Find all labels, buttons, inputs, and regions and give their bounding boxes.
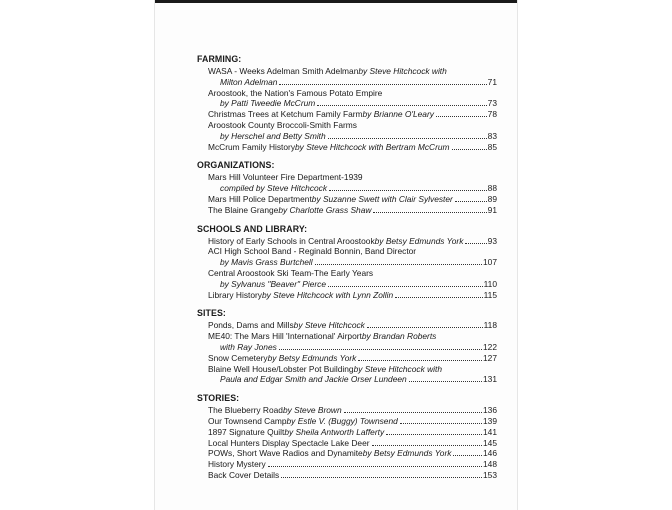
toc-entry bbox=[208, 120, 497, 142]
page-number: 145 bbox=[483, 437, 497, 448]
entry-author: by Steve Brown bbox=[282, 405, 342, 416]
toc-entry bbox=[208, 290, 497, 301]
section-title: SCHOOLS AND LIBRARY: bbox=[197, 223, 308, 234]
page-number: 118 bbox=[483, 320, 497, 331]
toc-entry bbox=[208, 88, 497, 110]
toc-line bbox=[220, 374, 497, 385]
page-number: 78 bbox=[487, 109, 497, 120]
entry-author: by Herschel and Betty Smith bbox=[220, 130, 326, 141]
entry-author: with Ray Jones bbox=[220, 341, 277, 352]
toc-entry bbox=[208, 142, 497, 153]
entry-author: by Betsy Edmunds York bbox=[362, 448, 452, 459]
toc-line bbox=[208, 142, 497, 153]
page-number: 110 bbox=[483, 278, 497, 289]
toc-entry bbox=[208, 268, 497, 290]
dot-leader bbox=[329, 190, 487, 191]
entry-title: Back Cover Details bbox=[208, 469, 280, 480]
dot-leader bbox=[344, 412, 482, 413]
entry-author: by Brianne O'Leary bbox=[362, 109, 434, 120]
entry-title: Local Hunters Display Spectacle Lake Deer bbox=[208, 437, 370, 448]
entry-title: ME40: The Mars Hill 'International' Airport bbox=[208, 331, 362, 342]
toc-entry bbox=[208, 236, 497, 247]
entry-title: Blaine Well House/Lobster Pot Building bbox=[208, 363, 354, 374]
entry-author: by Steve Hitchcock with bbox=[358, 66, 447, 76]
toc-entry bbox=[208, 405, 497, 416]
page-number: 88 bbox=[487, 183, 497, 194]
toc-line bbox=[208, 290, 497, 301]
page-number: 127 bbox=[483, 352, 497, 363]
entry-title: Mars Hill Volunteer Fire Department-1939 bbox=[208, 172, 363, 183]
entry-title: History Mystery bbox=[208, 459, 266, 470]
dot-leader bbox=[367, 327, 483, 328]
page-number: 107 bbox=[483, 257, 497, 268]
dot-leader bbox=[453, 455, 482, 456]
dot-leader bbox=[400, 423, 482, 424]
toc-line bbox=[220, 77, 497, 88]
toc-line bbox=[220, 98, 497, 109]
entry-title: The Blueberry Road bbox=[208, 405, 283, 416]
entry-author: Milton Adelman bbox=[220, 76, 278, 87]
entry-title: Snow Cemetery bbox=[208, 352, 268, 363]
entry-author: by Estle V. (Buggy) Townsend bbox=[286, 415, 398, 426]
entry-author: by Betsy Edmunds York bbox=[267, 352, 357, 363]
toc-entry bbox=[208, 194, 497, 205]
entry-title: Central Aroostook Ski Team-The Early Years bbox=[208, 267, 374, 278]
toc-entry bbox=[208, 205, 497, 216]
toc-entry bbox=[208, 172, 497, 194]
toc-line bbox=[208, 120, 497, 131]
entry-title: ACI High School Band - Reginald Bonnin, Band Director bbox=[208, 246, 417, 257]
toc-line bbox=[220, 257, 497, 268]
entry-author: by Patti Tweedie McCrum bbox=[220, 98, 316, 109]
entry-author: Paula and Edgar Smith and Jackie Orser Lundeen bbox=[220, 374, 407, 385]
page-number: 153 bbox=[483, 469, 497, 480]
toc-line bbox=[220, 183, 497, 194]
dot-leader bbox=[317, 105, 486, 106]
toc-line bbox=[208, 353, 497, 364]
entry-author: by Steve Hitchcock with bbox=[353, 363, 442, 374]
entry-title: Aroostook, the Nation's Famous Potato Empire bbox=[208, 87, 383, 98]
page-number: 71 bbox=[487, 76, 497, 87]
entry-title: Christmas Trees at Ketchum Family Farm bbox=[208, 109, 363, 120]
entry-title: History of Early Schools in Central Aroostook bbox=[208, 235, 375, 246]
dot-leader bbox=[279, 84, 486, 85]
page-number: 93 bbox=[487, 235, 497, 246]
toc-line bbox=[220, 131, 497, 142]
dot-leader bbox=[436, 116, 487, 117]
toc-line bbox=[208, 448, 497, 459]
table-of-contents bbox=[197, 54, 497, 489]
page-number: 136 bbox=[483, 405, 497, 416]
entry-title: Mars Hill Police Department bbox=[208, 193, 312, 204]
entry-author: by Betsy Edmunds York bbox=[374, 235, 464, 246]
entry-author: by Steve Hitchcock with Lynn Zollin bbox=[261, 289, 394, 300]
toc-line bbox=[208, 236, 497, 247]
toc-entry bbox=[208, 331, 497, 353]
toc-section bbox=[197, 54, 497, 152]
entry-title: Library History bbox=[208, 289, 262, 300]
toc-line bbox=[208, 331, 497, 342]
toc-line bbox=[208, 438, 497, 449]
dot-leader bbox=[358, 360, 482, 361]
toc-line bbox=[208, 194, 497, 205]
page-number: 148 bbox=[483, 459, 497, 470]
page-number: 131 bbox=[483, 374, 497, 385]
toc-line bbox=[208, 459, 497, 470]
entry-author: by Steve Hitchcock bbox=[293, 320, 365, 331]
entry-author: by Mavis Grass Burtchell bbox=[220, 257, 313, 268]
entry-author: compiled by Steve Hitchcock bbox=[220, 183, 328, 194]
dot-leader bbox=[315, 264, 482, 265]
dot-leader bbox=[465, 243, 486, 244]
toc-line bbox=[220, 342, 497, 353]
page-number: 73 bbox=[487, 98, 497, 109]
dot-leader bbox=[279, 349, 482, 350]
entry-author: by Steve Hitchcock with Bertram McCrum bbox=[295, 141, 450, 152]
toc-section bbox=[197, 308, 497, 385]
toc-line bbox=[208, 205, 497, 216]
page-number: 83 bbox=[487, 130, 497, 141]
entry-title: POWs, Short Wave Radios and Dynamite bbox=[208, 448, 363, 459]
dot-leader bbox=[452, 149, 487, 150]
toc-section bbox=[197, 160, 497, 215]
page-number: 91 bbox=[487, 204, 497, 215]
entry-title: McCrum Family History bbox=[208, 141, 296, 152]
entry-author: by Brandan Roberts bbox=[361, 331, 437, 342]
toc-entry bbox=[208, 427, 497, 438]
page-number: 146 bbox=[483, 448, 497, 459]
page-number: 141 bbox=[483, 426, 497, 437]
entry-author: by Sylvanus "Beaver" Pierce bbox=[220, 278, 327, 289]
dot-leader bbox=[409, 381, 482, 382]
toc-entry bbox=[208, 109, 497, 120]
toc-line bbox=[208, 66, 497, 77]
toc-entry bbox=[208, 66, 497, 88]
dot-leader bbox=[386, 434, 482, 435]
dot-leader bbox=[281, 477, 482, 478]
entry-author: by Suzanne Swett with Clair Sylvester bbox=[311, 193, 453, 204]
entry-title: Our Townsend Camp bbox=[208, 415, 287, 426]
dot-leader bbox=[455, 201, 487, 202]
entry-title: Ponds, Dams and Mills bbox=[208, 320, 294, 331]
toc-line bbox=[208, 109, 497, 120]
entry-title: WASA - Weeks Adelman Smith Adelman bbox=[208, 66, 359, 76]
toc-line bbox=[208, 88, 497, 99]
page-number: 139 bbox=[483, 415, 497, 426]
dot-leader bbox=[395, 297, 483, 298]
dot-leader bbox=[328, 138, 487, 139]
toc-line bbox=[208, 470, 497, 481]
toc-entry bbox=[208, 438, 497, 449]
entry-author: by Charlotte Grass Shaw bbox=[278, 204, 372, 215]
toc-line bbox=[208, 405, 497, 416]
toc-entry bbox=[208, 459, 497, 470]
entry-title: The Blaine Grange bbox=[208, 204, 279, 215]
page-number: 85 bbox=[487, 141, 497, 152]
toc-section bbox=[197, 393, 497, 481]
toc-entry bbox=[208, 448, 497, 459]
toc-entry bbox=[208, 364, 497, 386]
section-title: STORIES: bbox=[197, 393, 240, 404]
dot-leader bbox=[372, 445, 482, 446]
section-title: SITES: bbox=[197, 308, 226, 319]
section-title: ORGANIZATIONS: bbox=[197, 160, 275, 171]
dot-leader bbox=[328, 286, 483, 287]
entry-author: by Sheila Antworth Lafferty bbox=[284, 426, 385, 437]
entry-title: Aroostook County Broccoli-Smith Farms bbox=[208, 119, 357, 130]
section-title: FARMING: bbox=[197, 54, 242, 64]
toc-line bbox=[208, 246, 497, 257]
page-number: 115 bbox=[483, 289, 497, 300]
toc-entry bbox=[208, 416, 497, 427]
toc-line bbox=[208, 172, 497, 183]
page-content-area bbox=[155, 0, 517, 510]
page-number: 122 bbox=[483, 341, 497, 352]
entry-title: 1897 Signature Quilt bbox=[208, 426, 285, 437]
toc-entry bbox=[208, 470, 497, 481]
toc-line bbox=[208, 416, 497, 427]
toc-line bbox=[220, 279, 497, 290]
toc-line bbox=[208, 427, 497, 438]
toc-line bbox=[208, 320, 497, 331]
toc-entry bbox=[208, 320, 497, 331]
toc-section bbox=[197, 224, 497, 301]
toc-entry bbox=[208, 353, 497, 364]
toc-line bbox=[208, 364, 497, 375]
toc-line bbox=[208, 268, 497, 279]
dot-leader bbox=[373, 212, 486, 213]
page-number: 89 bbox=[487, 193, 497, 204]
toc-entry bbox=[208, 246, 497, 268]
dot-leader bbox=[268, 466, 482, 467]
